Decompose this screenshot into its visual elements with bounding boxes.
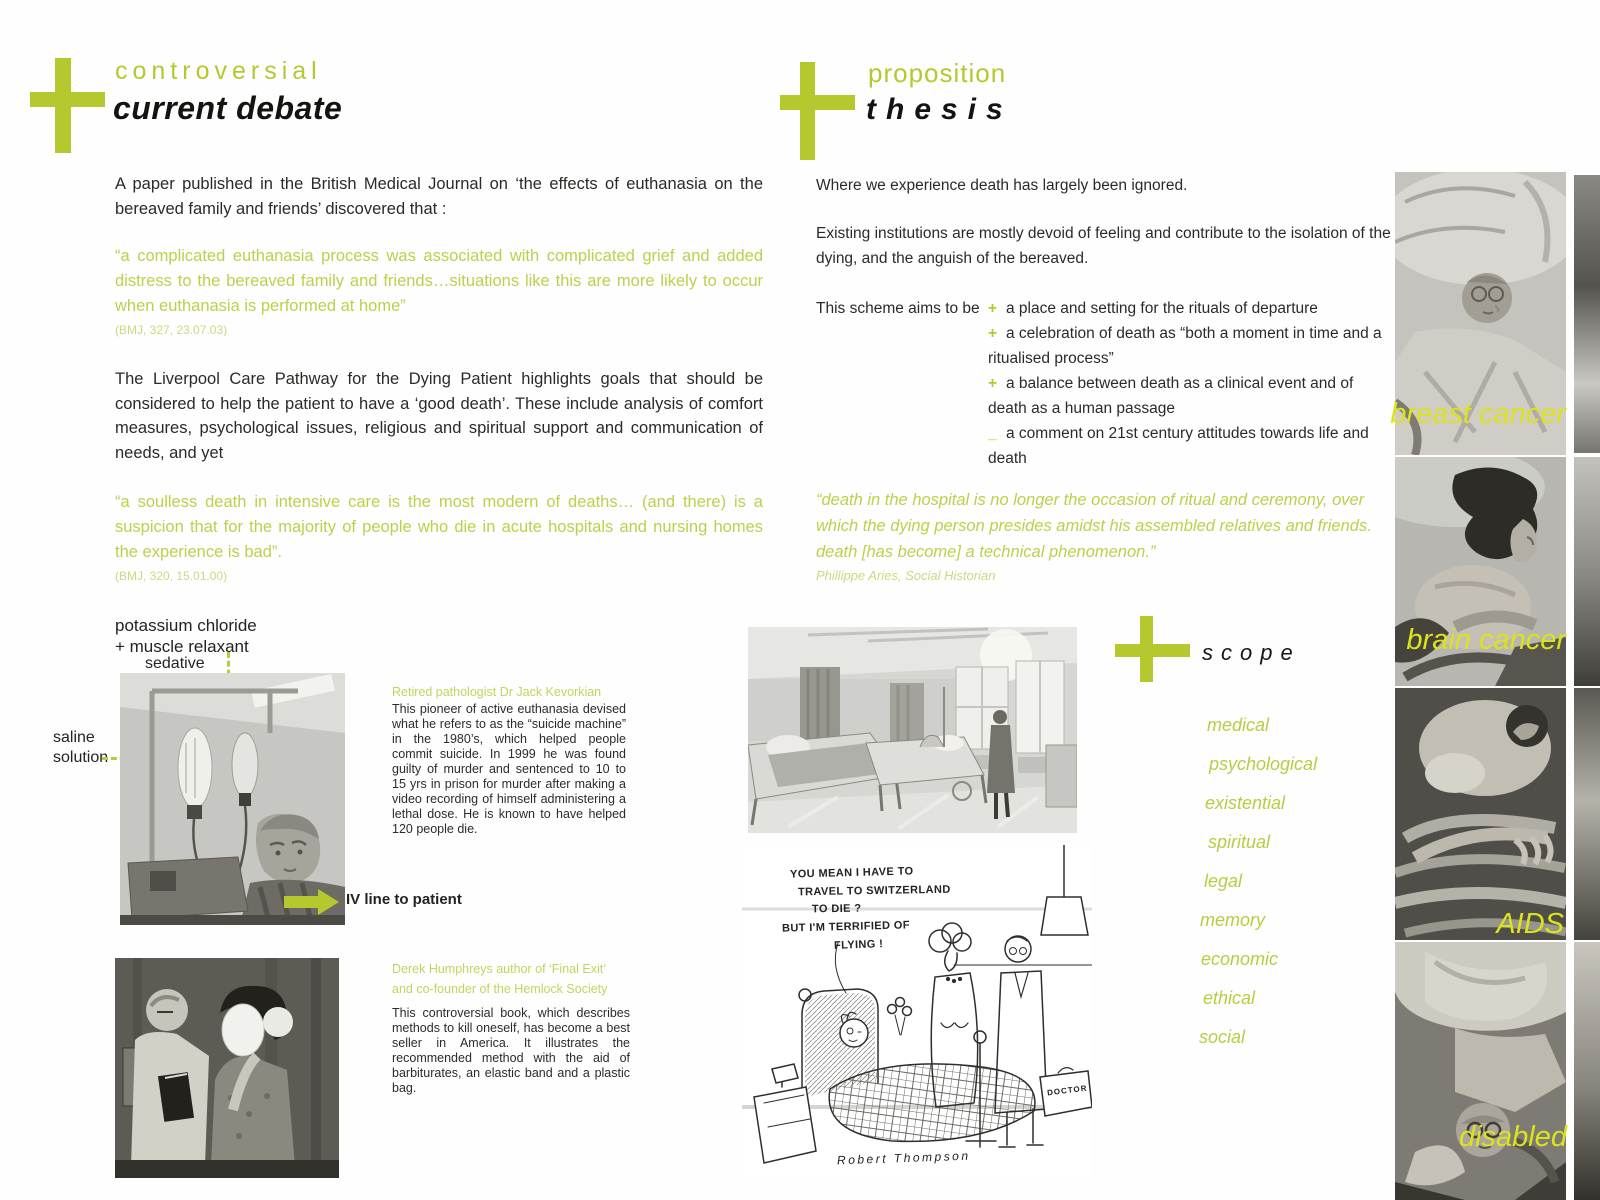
cartoon-speech-line: YOU MEAN I HAVE TO bbox=[789, 865, 914, 881]
cartoon-panel bbox=[742, 845, 1092, 1176]
aims-list bbox=[988, 296, 1386, 471]
plus-bullet-icon: + bbox=[988, 325, 998, 342]
humphreys-heading-1: Derek Humphreys author of ‘Final Exit’ bbox=[392, 962, 606, 976]
kevorkian-caption: This pioneer of active euthanasia devised what he refers to as the “suicide machine” in the 1980’s, which helped people commit suicide. In 1999 he was found guilty of murder and sentenced to 10 to 15 yrs in prison for murder after making a video recording of himself administering a lethal dose. He is known to have helped 120 people die. bbox=[392, 702, 626, 836]
strip-sliver bbox=[1574, 457, 1600, 686]
thesis-paragraph-2: Existing institutions are mostly devoid of feeling and contribute to the isolation of the dying, and the anguish of the bereaved. bbox=[816, 225, 1391, 267]
iv-arrow-head-icon bbox=[318, 889, 339, 915]
label-iv-line: IV line to patient bbox=[346, 891, 462, 908]
scope-title: scope bbox=[1202, 640, 1301, 665]
strip-label-disabled: disabled bbox=[1458, 1121, 1567, 1153]
aim-item: _ a comment on 21st century attitudes towards life and death bbox=[988, 421, 1386, 471]
bmj-citation-1: (BMJ, 327, 23.07.03) bbox=[115, 323, 228, 337]
scope-item: social bbox=[1199, 1027, 1246, 1047]
plus-bullet-icon: + bbox=[988, 375, 998, 392]
label-saline-2: solution bbox=[53, 749, 109, 766]
aims-intro: This scheme aims to be bbox=[816, 300, 980, 317]
label-saline-1: saline bbox=[53, 729, 95, 746]
photo-disabled bbox=[1395, 942, 1566, 1200]
thesis-paragraph-1: Where we experience death has largely been ignored. bbox=[816, 177, 1188, 194]
scope-item: existential bbox=[1205, 793, 1286, 813]
left-title: current debate bbox=[113, 90, 343, 126]
label-sedative: sedative bbox=[145, 655, 205, 672]
aim-item: + a balance between death as a clinical event and of death as a human passage bbox=[988, 371, 1386, 421]
photo-final-exit-demo bbox=[115, 958, 339, 1178]
dash-bullet-icon: _ bbox=[988, 425, 997, 442]
strip-label-breast-cancer: breast cancer bbox=[1390, 398, 1566, 430]
cartoon-speech-line: FLYING ! bbox=[833, 938, 884, 952]
humphreys-caption: This controversial book, which describes methods to kill oneself, has become a best seller in America. It illustrates the recommended method with the aid of barbiturates, an elastic band and a plastic bag. bbox=[392, 1006, 630, 1095]
cartoon-speech-line: BUT I'M TERRIFIED OF bbox=[781, 919, 911, 935]
aim-item: + a place and setting for the rituals of departure bbox=[988, 296, 1386, 321]
aries-quote: “death in the hospital is no longer the occasion of ritual and ceremony, over which the dying person presides amidst his assembled relatives and friends. death [has become] a technical phenomenon.” bbox=[816, 491, 1372, 561]
scope-item: legal bbox=[1204, 871, 1243, 891]
doctor-bag-label: DOCTOR bbox=[1046, 1083, 1088, 1098]
right-kicker: proposition bbox=[868, 58, 1007, 88]
strip-sliver bbox=[1574, 688, 1600, 940]
cartoon-speech-line: TO DIE ? bbox=[811, 902, 862, 916]
plus-icon bbox=[780, 62, 855, 160]
liverpool-paragraph: The Liverpool Care Pathway for the Dying Patient highlights goals that should be considered to help the patient to have a ‘good death’. These include analysis of comfort measures, psychological issues, religious and spiritual support and communication of needs, and yet bbox=[115, 370, 763, 462]
strip-label-aids: AIDS bbox=[1496, 908, 1564, 940]
scope-item: medical bbox=[1207, 715, 1270, 735]
label-potassium-chloride: potassium chloride bbox=[115, 616, 257, 635]
aim-item: + a celebration of death as “both a moment in time and a ritualised process” bbox=[988, 321, 1386, 371]
humphreys-heading-2: and co-founder of the Hemlock Society bbox=[392, 982, 608, 996]
aries-attribution: Phillippe Aries, Social Historian bbox=[816, 568, 996, 583]
strip-label-brain-cancer: brain cancer bbox=[1406, 624, 1566, 656]
strip-sliver bbox=[1574, 175, 1600, 453]
hospital-ward-art bbox=[748, 627, 1077, 833]
aids-art bbox=[1395, 688, 1566, 940]
scope-item: economic bbox=[1201, 949, 1279, 969]
plus-icon bbox=[30, 58, 105, 153]
bmj-citation-2: (BMJ, 320, 15.01.00) bbox=[115, 569, 228, 583]
bmj-quote-2: “a soulless death in intensive care is the most modern of deaths… (and there) is a suspicion that for the majority of people who die in acute hospitals and nursing homes the experience is bad”. bbox=[115, 493, 763, 561]
kevorkian-heading: Retired pathologist Dr Jack Kevorkian bbox=[392, 685, 602, 699]
right-title: thesis bbox=[866, 93, 1013, 126]
photo-hospital-ward bbox=[748, 627, 1077, 833]
photo-aids bbox=[1395, 688, 1566, 940]
scope-item: spiritual bbox=[1208, 832, 1271, 852]
scope-item: psychological bbox=[1209, 754, 1318, 774]
cartoon-signature: Robert Thompson bbox=[836, 1148, 971, 1168]
scope-item: ethical bbox=[1203, 988, 1256, 1008]
final-exit-art bbox=[115, 958, 339, 1178]
photo-suicide-machine bbox=[120, 673, 345, 925]
scope-item: memory bbox=[1200, 910, 1266, 930]
suicide-machine-art bbox=[120, 673, 345, 925]
strip-sliver bbox=[1574, 942, 1600, 1200]
plus-icon bbox=[1115, 616, 1190, 682]
disabled-art bbox=[1395, 942, 1566, 1200]
plus-bullet-icon: + bbox=[988, 300, 998, 317]
iv-arrow-icon bbox=[284, 896, 318, 908]
bmj-quote-1: “a complicated euthanasia process was associated with complicated grief and added distress to the bereaved family and friends…situations like this are more likely to occur when euthanasia is performed at home” bbox=[115, 247, 763, 315]
left-kicker: controversial bbox=[115, 57, 322, 85]
left-intro-paragraph: A paper published in the British Medical Journal on ‘the effects of euthanasia on the bereaved family and friends’ discovered that : bbox=[115, 175, 763, 218]
cartoon-speech-line: TRAVEL TO SWITZERLAND bbox=[797, 883, 951, 899]
label-muscle-relaxant: + muscle relaxant bbox=[115, 637, 249, 656]
